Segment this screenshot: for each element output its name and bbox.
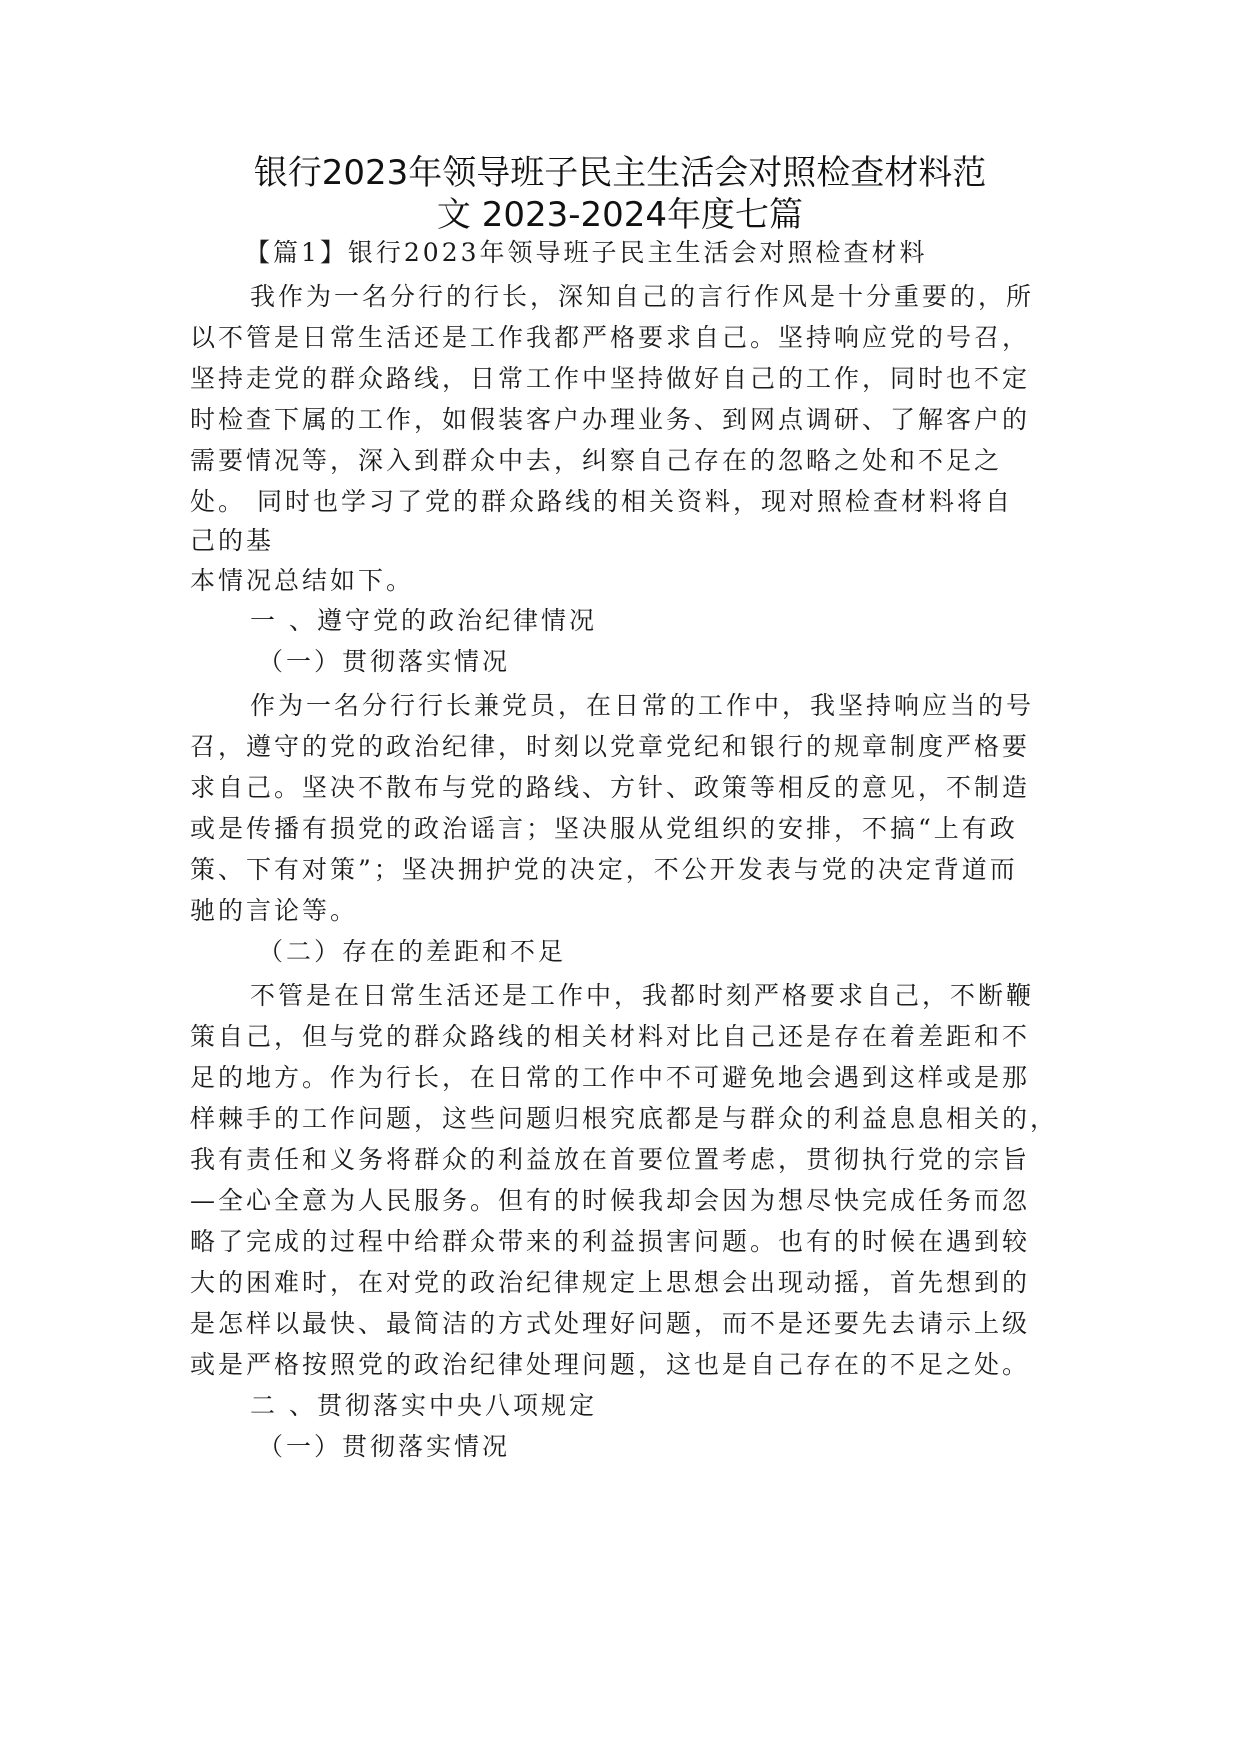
paragraph-line: 时检查下属的工作，如假装客户办理业务、到网点调研、了解客户的 xyxy=(190,405,1031,434)
paragraph-line: 我作为一名分行的行长，深知自己的言行作风是十分重要的，所 xyxy=(250,282,1035,311)
section-heading: 二 、贯彻落实中央八项规定 xyxy=(250,1391,597,1420)
paragraph-line: 策、下有对策”；坚决拥护党的决定，不公开发表与党的决定背道而 xyxy=(190,855,1018,884)
paragraph-line: 大的困难时，在对党的政治纪律规定上思想会出现动摇，首先想到的 xyxy=(190,1268,1031,1297)
section-heading: 一 、遵守党的政治纪律情况 xyxy=(250,606,597,635)
section-heading-part-1: 【篇1】银行2023年领导班子民主生活会对照检查材料 xyxy=(245,238,928,267)
paragraph-line: 驰的言论等。 xyxy=(190,896,359,925)
paragraph-line: 不管是在日常生活还是工作中，我都时刻严格要求自己，不断鞭 xyxy=(250,981,1035,1010)
paragraph-line: 我有责任和义务将群众的利益放在首要位置考虑，贯彻执行党的宗旨 xyxy=(190,1145,1031,1174)
subsection-heading: （二）存在的差距和不足 xyxy=(258,937,567,966)
paragraph-line: 坚持走党的群众路线，日常工作中坚持做好自己的工作，同时也不定 xyxy=(190,364,1031,393)
paragraph-line: 略了完成的过程中给群众带来的利益损害问题。也有的时候在遇到较 xyxy=(190,1227,1031,1256)
paragraph-line: 作为一名分行行长兼党员，在日常的工作中，我坚持响应当的号 xyxy=(250,691,1035,720)
paragraph-line: 求自己。坚决不散布与党的路线、方针、政策等相反的意见，不制造 xyxy=(190,773,1031,802)
paragraph-line: 本情况总结如下。 xyxy=(190,566,415,595)
paragraph-line: 处。 同时也学习了党的群众路线的相关资料，现对照检查材料将自 xyxy=(190,487,1013,516)
paragraph-line: 召，遵守的党的政治纪律，时刻以党章党纪和银行的规章制度严格要 xyxy=(190,732,1031,761)
paragraph-line: 需要情况等，深入到群众中去，纠察自己存在的忽略之处和不足之 xyxy=(190,446,1003,475)
paragraph-line: 策自己，但与党的群众路线的相关材料对比自己还是存在着差距和不 xyxy=(190,1022,1031,1051)
paragraph-line: 样棘手的工作问题，这些问题归根究底都是与群众的利益息息相关的， xyxy=(190,1104,1059,1133)
paragraph-line: 以不管是日常生活还是工作我都严格要求自己。坚持响应党的号召， xyxy=(190,323,1031,352)
subsection-heading: （一）贯彻落实情况 xyxy=(258,647,511,676)
paragraph-line: 或是传播有损党的政治谣言；坚决服从党组织的安排，不搞“上有政 xyxy=(190,814,1018,843)
paragraph-line: 或是严格按照党的政治纪律处理问题，这也是自己存在的不足之处。 xyxy=(190,1350,1031,1379)
paragraph-line: —全心全意为人民服务。但有的时候我却会因为想尽快完成任务而忽 xyxy=(190,1186,1031,1215)
paragraph-line: 己的基 xyxy=(190,526,275,555)
paragraph-line: 是怎样以最快、最简洁的方式处理好问题，而不是还要先去请示上级 xyxy=(190,1309,1031,1338)
subsection-heading: （一）贯彻落实情况 xyxy=(258,1432,511,1461)
document-title-line-2: 文 2023-2024年度七篇 xyxy=(436,195,804,235)
document-title-line-1: 银行2023年领导班子民主生活会对照检查材料范 xyxy=(253,153,987,193)
paragraph-line: 足的地方。作为行长，在日常的工作中不可避免地会遇到这样或是那 xyxy=(190,1063,1031,1092)
